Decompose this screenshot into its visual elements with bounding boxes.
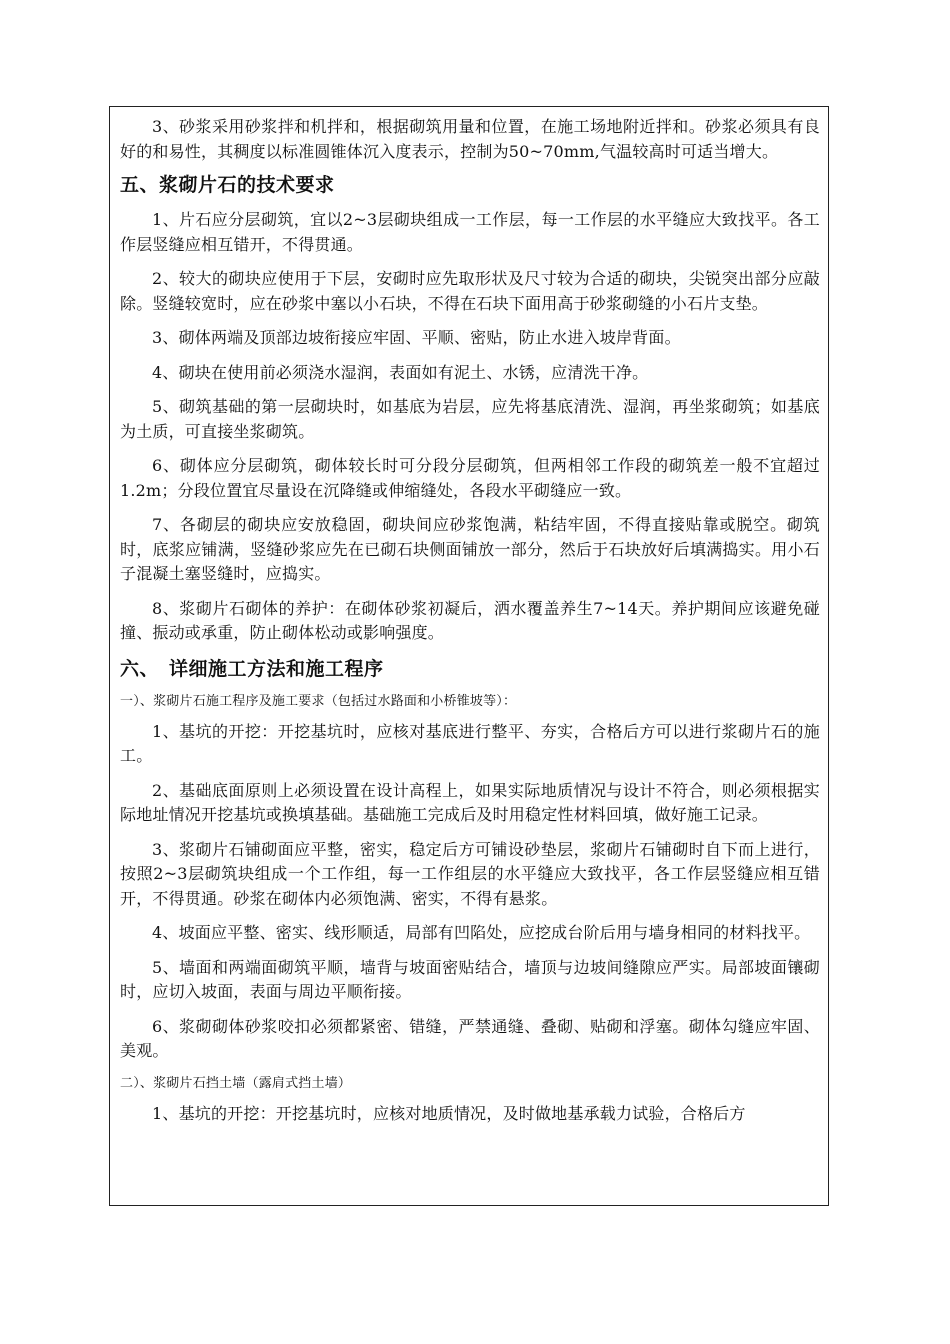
section-6-heading: 六、 详细施工方法和施工程序 [120, 657, 384, 680]
section-5-paragraph: 7、各砌层的砌块应安放稳固，砌块间应砂浆饱满，粘结牢固，不得直接贴靠或脱空。砌筑时，底浆应铺满，竖缝砂浆应先在已砌石块侧面铺放一部分，然后于石块放好后填满捣实。用小石子混凝土塞竖缝时，应捣实。 [120, 515, 820, 583]
section-5-paragraph: 4、砌块在使用前必须浇水湿润，表面如有泥土、水锈，应清洗干净。 [152, 362, 649, 382]
section-5-paragraph: 3、砌体两端及顶部边坡衔接应牢固、平顺、密贴，防止水进入坡岸背面。 [152, 328, 681, 347]
subsection-1-paragraph: 1、基坑的开挖：开挖基坑时，应核对基底进行整平、夯实，合格后方可以进行浆砌片石的施工。 [120, 721, 820, 765]
section-5-paragraph: 6、砌体应分层砌筑，砌体较长时可分段分层砌筑，但两相邻工作段的砌筑差一般不宜超过1.2m；分段位置宜尽量设在沉降缝或伸缩缝处，各段水平砌缝应一致。 [120, 456, 820, 500]
subsection-2-paragraph: 1、基坑的开挖：开挖基坑时，应核对地质情况，及时做地基承载力试验，合格后方 [152, 1103, 746, 1123]
subsection-1-title: 一）、浆砌片石施工程序及施工要求（包括过水路面和小桥锥坡等）： [120, 693, 517, 709]
subsection-1-paragraph: 5、墙面和两端面砌筑平顺，墙背与坡面密贴结合，墙顶与边坡间缝隙应严实。局部坡面镶砌时，应切入坡面，表面与周边平顺衔接。 [120, 957, 820, 1001]
document-frame [109, 106, 829, 1206]
section-5-heading: 五、浆砌片石的技术要求 [120, 174, 335, 196]
document-content [120, 115, 820, 1136]
section-5-paragraph: 8、浆砌片石砌体的养护：在砌体砂浆初凝后，洒水覆盖养生7~14天。养护期间应该避免碰撞、振动或承重，防止砌体松动或影响强度。 [120, 598, 820, 642]
subsection-1-paragraph: 2、基础底面原则上必须设置在设计高程上，如果实际地质情况与设计不符合，则必须根据实际地址情况开挖基坑或换填基础。基础施工完成后及时用稳定性材料回填，做好施工记录。 [120, 780, 820, 824]
subsection-2-title: 二）、浆砌片石挡土墙（露肩式挡土墙） [120, 1075, 352, 1091]
subsection-1-paragraph: 4、坡面应平整、密实、线形顺适，局部有凹陷处，应挖成台阶后用与墙身相同的材料找平。 [152, 923, 811, 942]
section-5-paragraph: 2、较大的砌块应使用于下层，安砌时应先取形状及尺寸较为合适的砌块，尖锐突出部分应敲除。竖缝较宽时，应在砂浆中塞以小石块，不得在石块下面用高于砂浆砌缝的小石片支垫。 [120, 269, 820, 313]
subsection-1-paragraph: 3、浆砌片石铺砌面应平整，密实，稳定后方可铺设砂垫层，浆砌片石铺砌时自下而上进行，按照2~3层砌筑块组成一个工作组，每一工作组层的水平缝应大致找平，各工作层竖缝应相互错开，不得贯通。砂浆在砌体内必须饱满、密实，不得有悬浆。 [120, 839, 820, 908]
section-5-paragraph: 5、砌筑基础的第一层砌块时，如基底为岩层，应先将基底清洗、湿润，再坐浆砌筑；如基底为土质，可直接坐浆砌筑。 [120, 397, 820, 441]
subsection-1-paragraph: 6、浆砌砌体砂浆咬扣必须都紧密、错缝，严禁通缝、叠砌、贴砌和浮塞。砌体勾缝应牢固、美观。 [120, 1016, 820, 1060]
section-5-paragraph: 1、片石应分层砌筑，宜以2~3层砌块组成一工作层，每一工作层的水平缝应大致找平。各工作层竖缝应相互错开，不得贯通。 [120, 210, 820, 254]
paragraph-mortar-mixing: 3、砂浆采用砂浆拌和机拌和，根据砌筑用量和位置，在施工场地附近拌和。砂浆必须具有良好的和易性，其稠度以标准圆锥体沉入度表示，控制为50~70mm,气温较高时可适当增大。 [120, 117, 820, 161]
